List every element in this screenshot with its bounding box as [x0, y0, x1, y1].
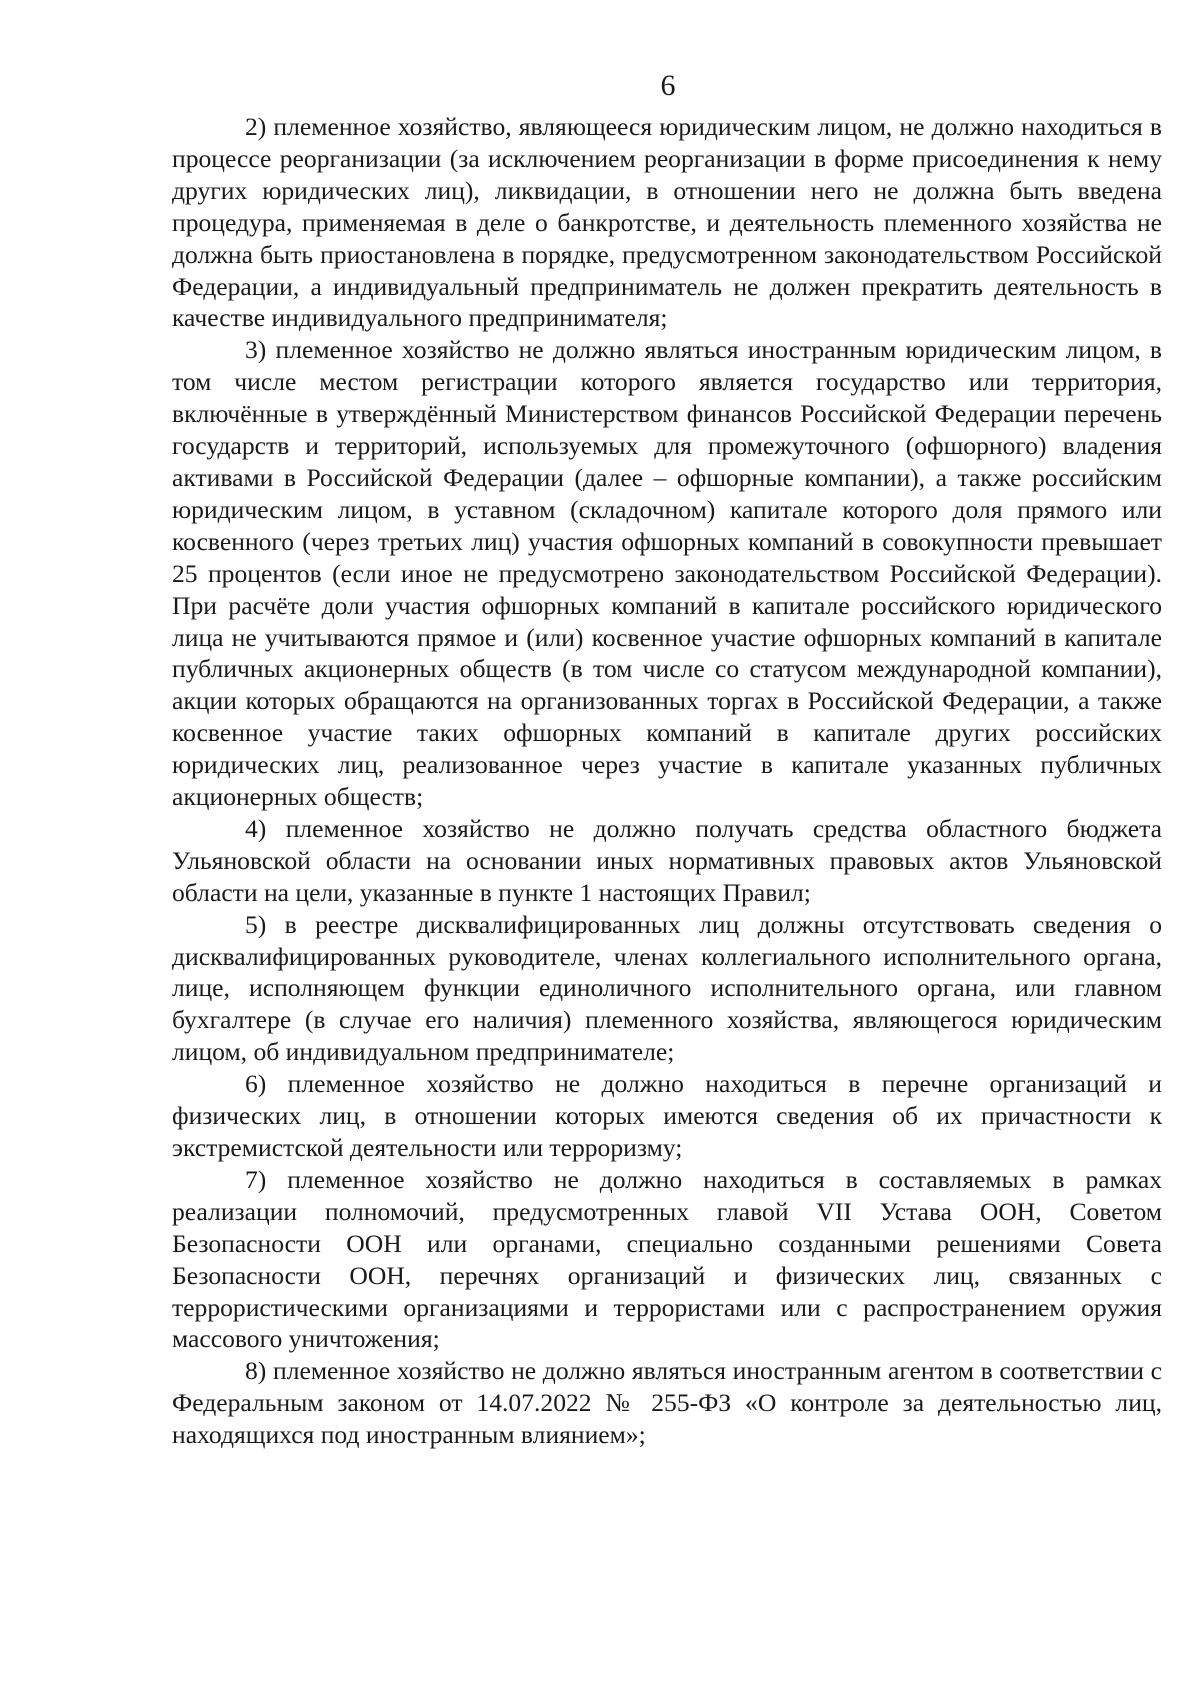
paragraph-item-5: 5) в реестре дисквалифицированных лиц должны отсутствовать сведения о дисквалифицированных руководителе, членах коллегиального исполнительного органа, лице, исполняющем функции единоличного исполнительного органа, или главном бухгалтере (в случае его наличия) племенного хозяйства, являющегося юридическим лицом, об индивидуальном предпринимателе;: [172, 909, 1162, 1067]
document-body: [172, 111, 1162, 1451]
paragraph-item-8: 8) племенное хозяйство не должно являться иностранным агентом в соответствии с Федеральным законом от 14.07.2022 № 255-ФЗ «О контроле за деятельностью лиц, находящихся под иностранным влиянием»;: [172, 1356, 1162, 1450]
paragraph-item-3: 3) племенное хозяйство не должно являться иностранным юридическим лицом, в том числе местом регистрации которого является государство или территория, включённые в утверждённый Министерством финансов Российской Федерации перечень государств и территорий, используемых для промежуточного (офшорного) владения активами в Российской Федерации (далее – офшорные компании), а также российским юридическим лицом, в уставном (складочном) капитале которого доля прямого или косвенного (через третьих лиц) участия офшорных компаний в совокупности превышает 25 процентов (если иное не предусмотрено законодательством Российской Федерации). При расчёте доли участия офшорных компаний в капитале российского юридического лица не учитываются прямое и (или) косвенное участие офшорных компаний в капитале публичных акционерных обществ (в том числе со статусом международной компании), акции которых обращаются на организованных торгах в Российской Федерации, а также косвенное участие таких офшорных компаний в капитале других российских юридических лиц, реализованное через участие в капитале указанных публичных акционерных обществ;: [172, 335, 1162, 812]
paragraph-item-4: 4) племенное хозяйство не должно получать средства областного бюджета Ульяновской области на основании иных нормативных правовых актов Ульяновской области на цели, указанные в пункте 1 настоящих Правил;: [172, 813, 1162, 907]
page-number: 6: [660, 69, 676, 102]
paragraph-item-2: 2) племенное хозяйство, являющееся юридическим лицом, не должно находиться в процессе реорганизации (за исключением реорганизации в форме присоединения к нему других юридических лиц), ликвидации, в отношении него не должна быть введена процедура, применяемая в деле о банкротстве, и деятельность племенного хозяйства не должна быть приостановлена в порядке, предусмотренном законодательством Российской Федерации, а индивидуальный предприниматель не должен прекратить деятельность в качестве индивидуального предпринимателя;: [172, 112, 1162, 333]
paragraph-item-6: 6) племенное хозяйство не должно находиться в перечне организаций и физических лиц, в отношении которых имеются сведения об их причастности к экстремистской деятельности или терроризму;: [172, 1069, 1162, 1162]
paragraph-item-7: 7) племенное хозяйство не должно находиться в составляемых в рамках реализации полномочий, предусмотренных главой VII Устава ООН, Советом Безопасности ООН или органами, специально созданными решениями Совета Безопасности ООН, перечнях организаций и физических лиц, связанных с террористическими организациями и террористами или с распространением оружия массового уничтожения;: [172, 1164, 1162, 1354]
